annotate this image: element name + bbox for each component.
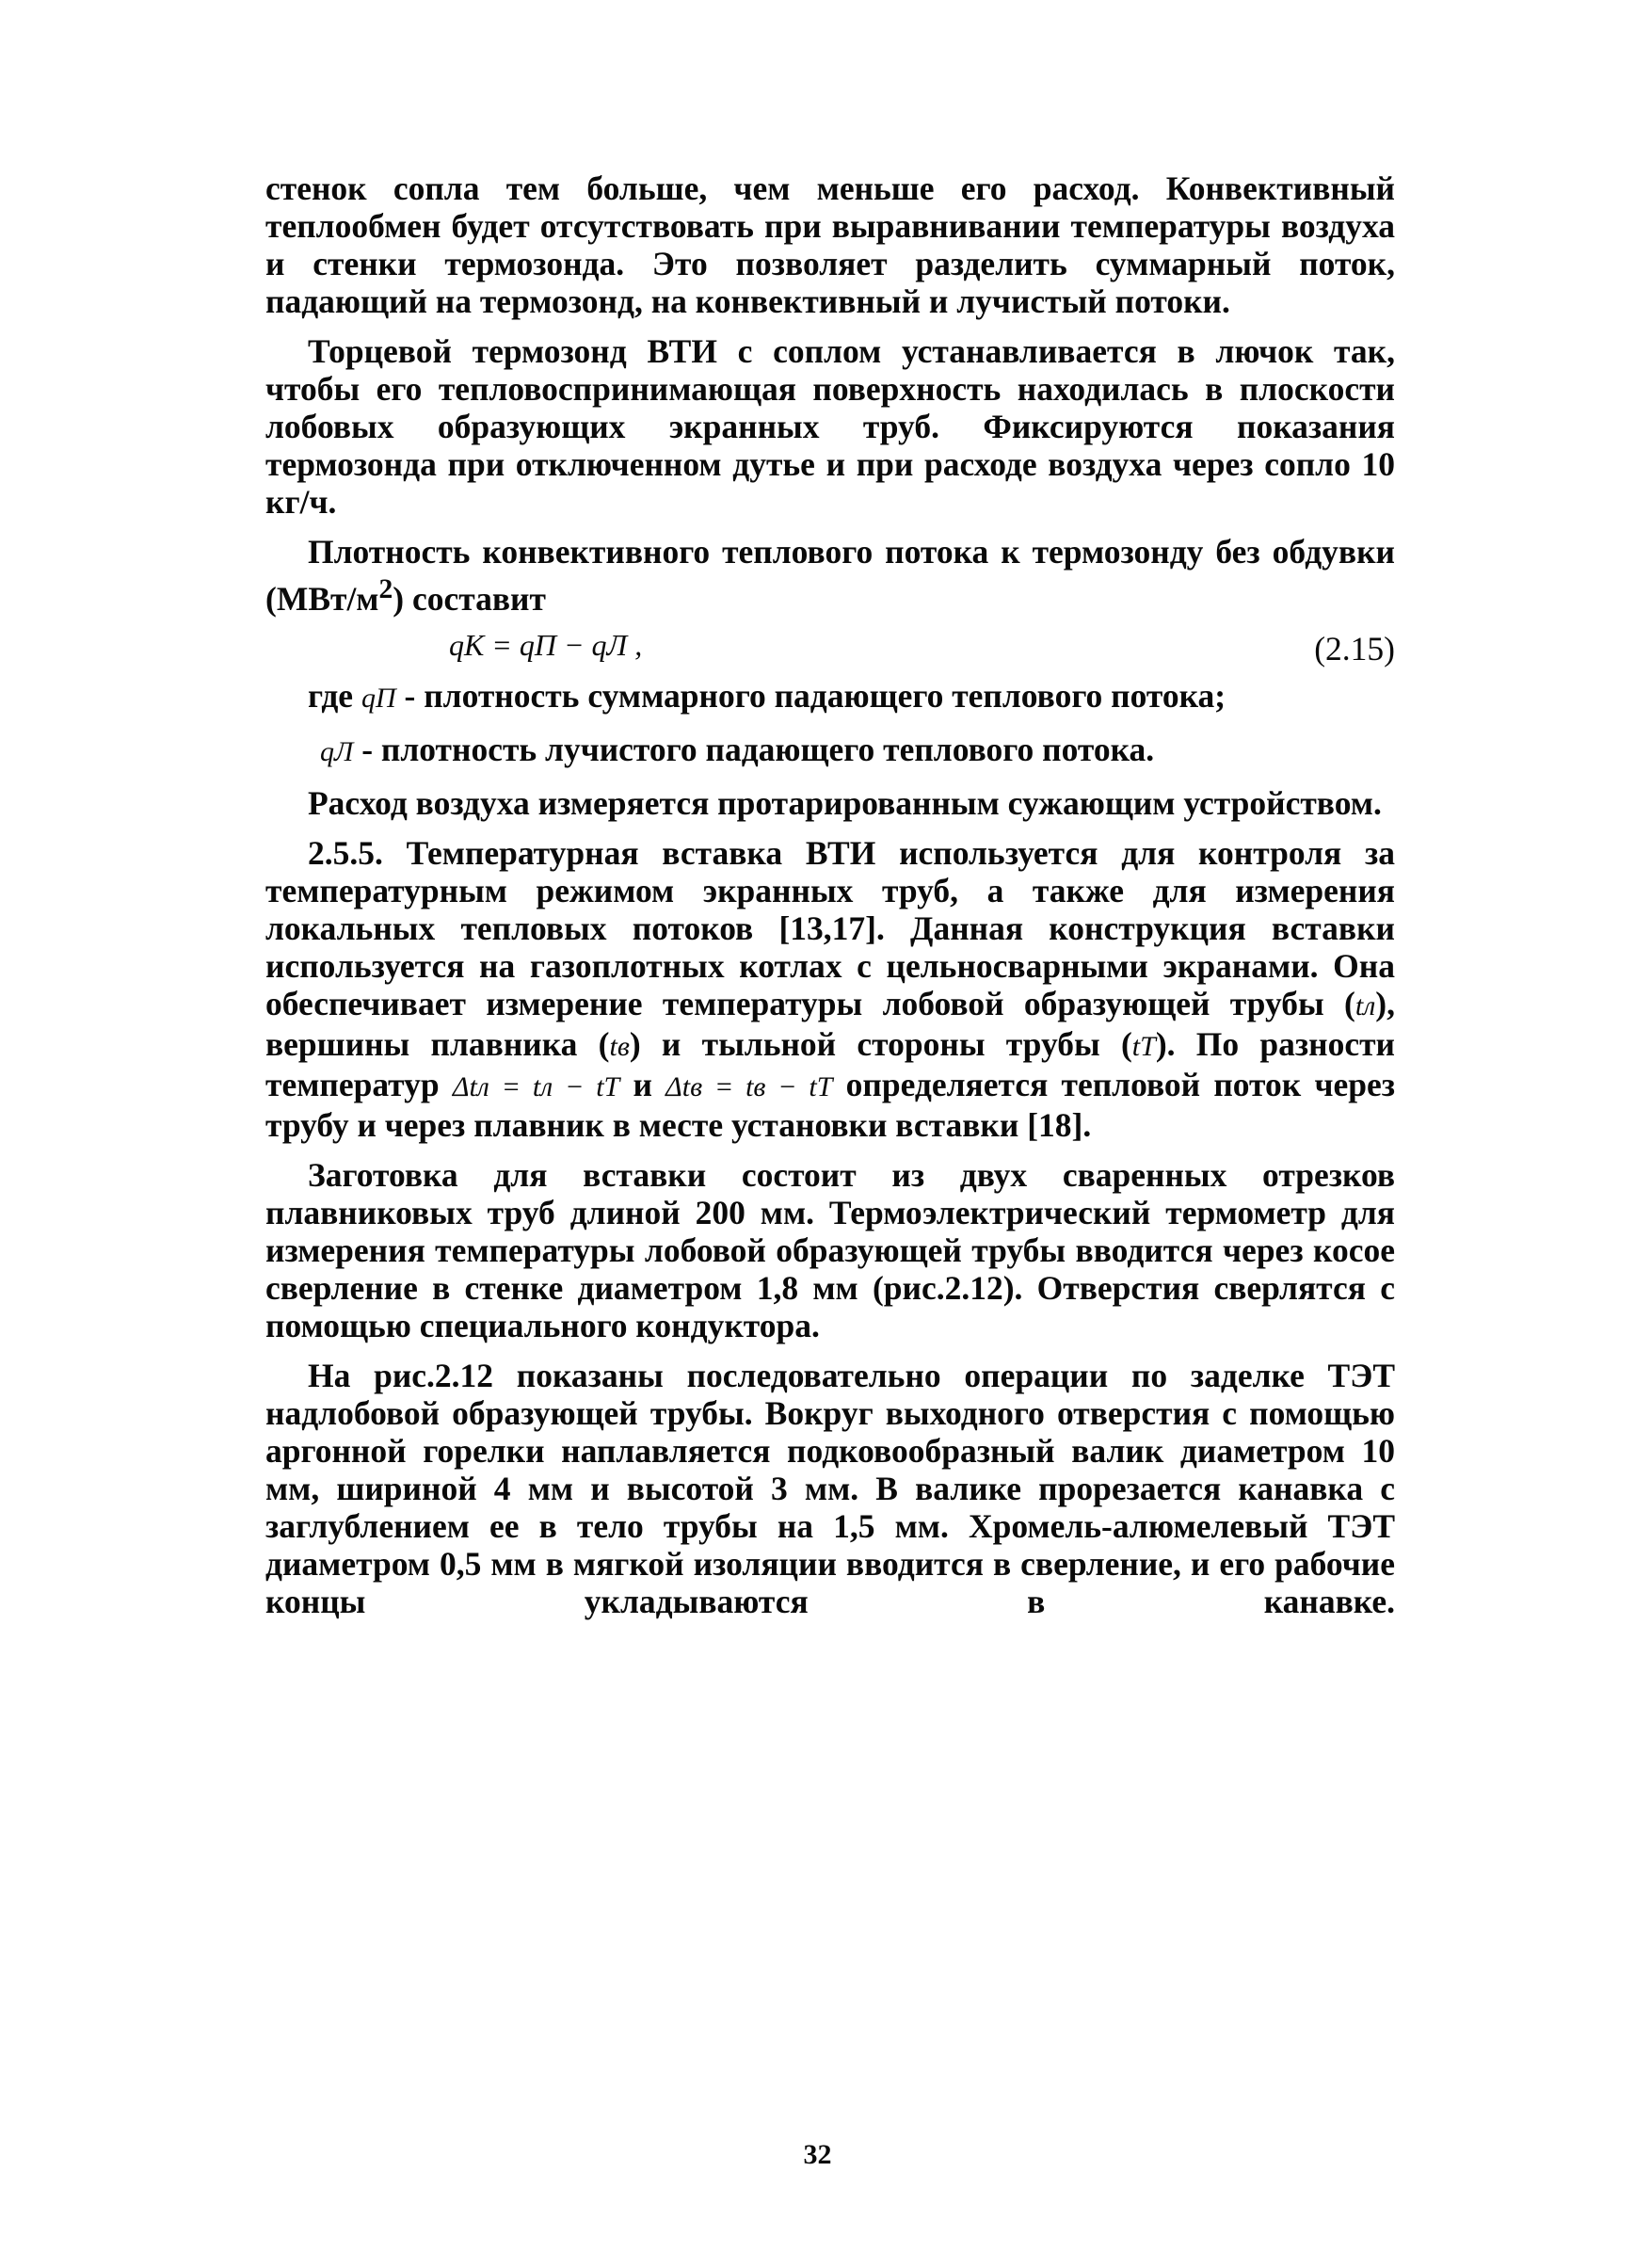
body-text (265, 169, 1395, 1633)
paragraph-5-text-d: ). По разности температур (265, 1024, 1396, 1103)
paragraph-5-text-a: 2.5.5. Температурная вставка ВТИ используется для контроля за температурным режимом экранных труб, а также для измерения локальных тепловых потоков [13,17]. Данная конструкция вставки используется на газоплотных котлах с цельносварными экранами. Она обеспечивает измерение температуры лобовой образующей трубы ( (265, 833, 1395, 1022)
paragraph-7: На рис.2.12 показаны последовательно операции по заделке ТЭТ надлобовой образующей трубы. Вокруг выходного отверстия с помощью аргонной горелки наплавляется подковообразный валик диаметром 10 мм, шириной 4 мм и высотой 3 мм. В валике прорезается канавка с заглублением ее в тело трубы на 1,5 мм. Хромель-алюмелевый ТЭТ диаметром 0,5 мм в мягкой изоляции вводится в сверление, и его рабочие концы укладываются в канавке. (265, 1356, 1395, 1620)
symbol-q-p: qП (361, 682, 396, 714)
where-line-1 (308, 677, 1395, 717)
paragraph-4: Расход воздуха измеряется протарированным сужающим устройством. (308, 783, 1382, 822)
paragraph-5-text-b: ), вершины плавника ( (265, 984, 1395, 1063)
superscript-2: 2 (378, 574, 393, 604)
where-2-text: - плотность лучистого падающего теплового потока. (353, 730, 1155, 768)
symbol-t-v: tв (609, 1030, 630, 1062)
paragraph-3-text-b: ) составит (393, 579, 546, 618)
paragraph-3-text-a: Плотность конвективного теплового потока к термозонду без обдувки (МВт/м (265, 533, 1395, 618)
equation-number: (2.15) (1314, 629, 1395, 668)
where-prefix: где (308, 676, 354, 715)
math-delta-t-v: Δtв = tв − tТ (665, 1070, 833, 1102)
where-1-text: - плотность суммарного падающего теплового потока; (395, 676, 1226, 715)
paragraph-5-text-e: и (619, 1065, 666, 1103)
paragraph-5 (265, 834, 1395, 1144)
paragraph-3 (265, 533, 1395, 618)
equation: qК = qП − qЛ , (449, 627, 643, 662)
page-number: 32 (803, 2139, 832, 2170)
symbol-t-l: tл (1354, 989, 1376, 1021)
paragraph-1: стенок сопла тем больше, чем меньше его расход. Конвективный теплообмен будет отсутствовать при выравнивании температуры воздуха и стенки термозонда. Это позволяет разделить суммарный поток, падающий на термозонд, на конвективный и лучистый потоки. (265, 169, 1395, 320)
paragraph-5-text-f: определяется тепловой поток через трубу и через плавник в месте установки вставки [18]. (265, 1065, 1396, 1144)
paragraph-6: Заготовка для вставки состоит из двух сваренных отрезков плавниковых труб длиной 200 мм. Термоэлектрический термометр для измерения температуры лобовой образующей трубы вводится через косое сверление в стенке диаметром 1,8 мм (рис.2.12). Отверстия сверлятся с помощью специального кондуктора. (265, 1155, 1395, 1344)
math-delta-t-l: Δtл = tл − tТ (452, 1070, 620, 1102)
equation-line (265, 626, 1395, 668)
paragraph-2: Торцевой термозонд ВТИ с соплом устанавливается в лючок так, чтобы его тепловоспринимающая поверхность находилась в плоскости лобовых образующих экранных труб. Фиксируются показания термозонда при отключенном дутье и при расходе воздуха через сопло 10 кг/ч. (265, 332, 1395, 521)
paragraph-5-text-c: ) и тыльной стороны трубы ( (629, 1024, 1132, 1063)
symbol-t-t: tТ (1131, 1030, 1156, 1062)
where-line-2 (320, 731, 1395, 771)
symbol-q-l: qЛ (320, 735, 354, 767)
